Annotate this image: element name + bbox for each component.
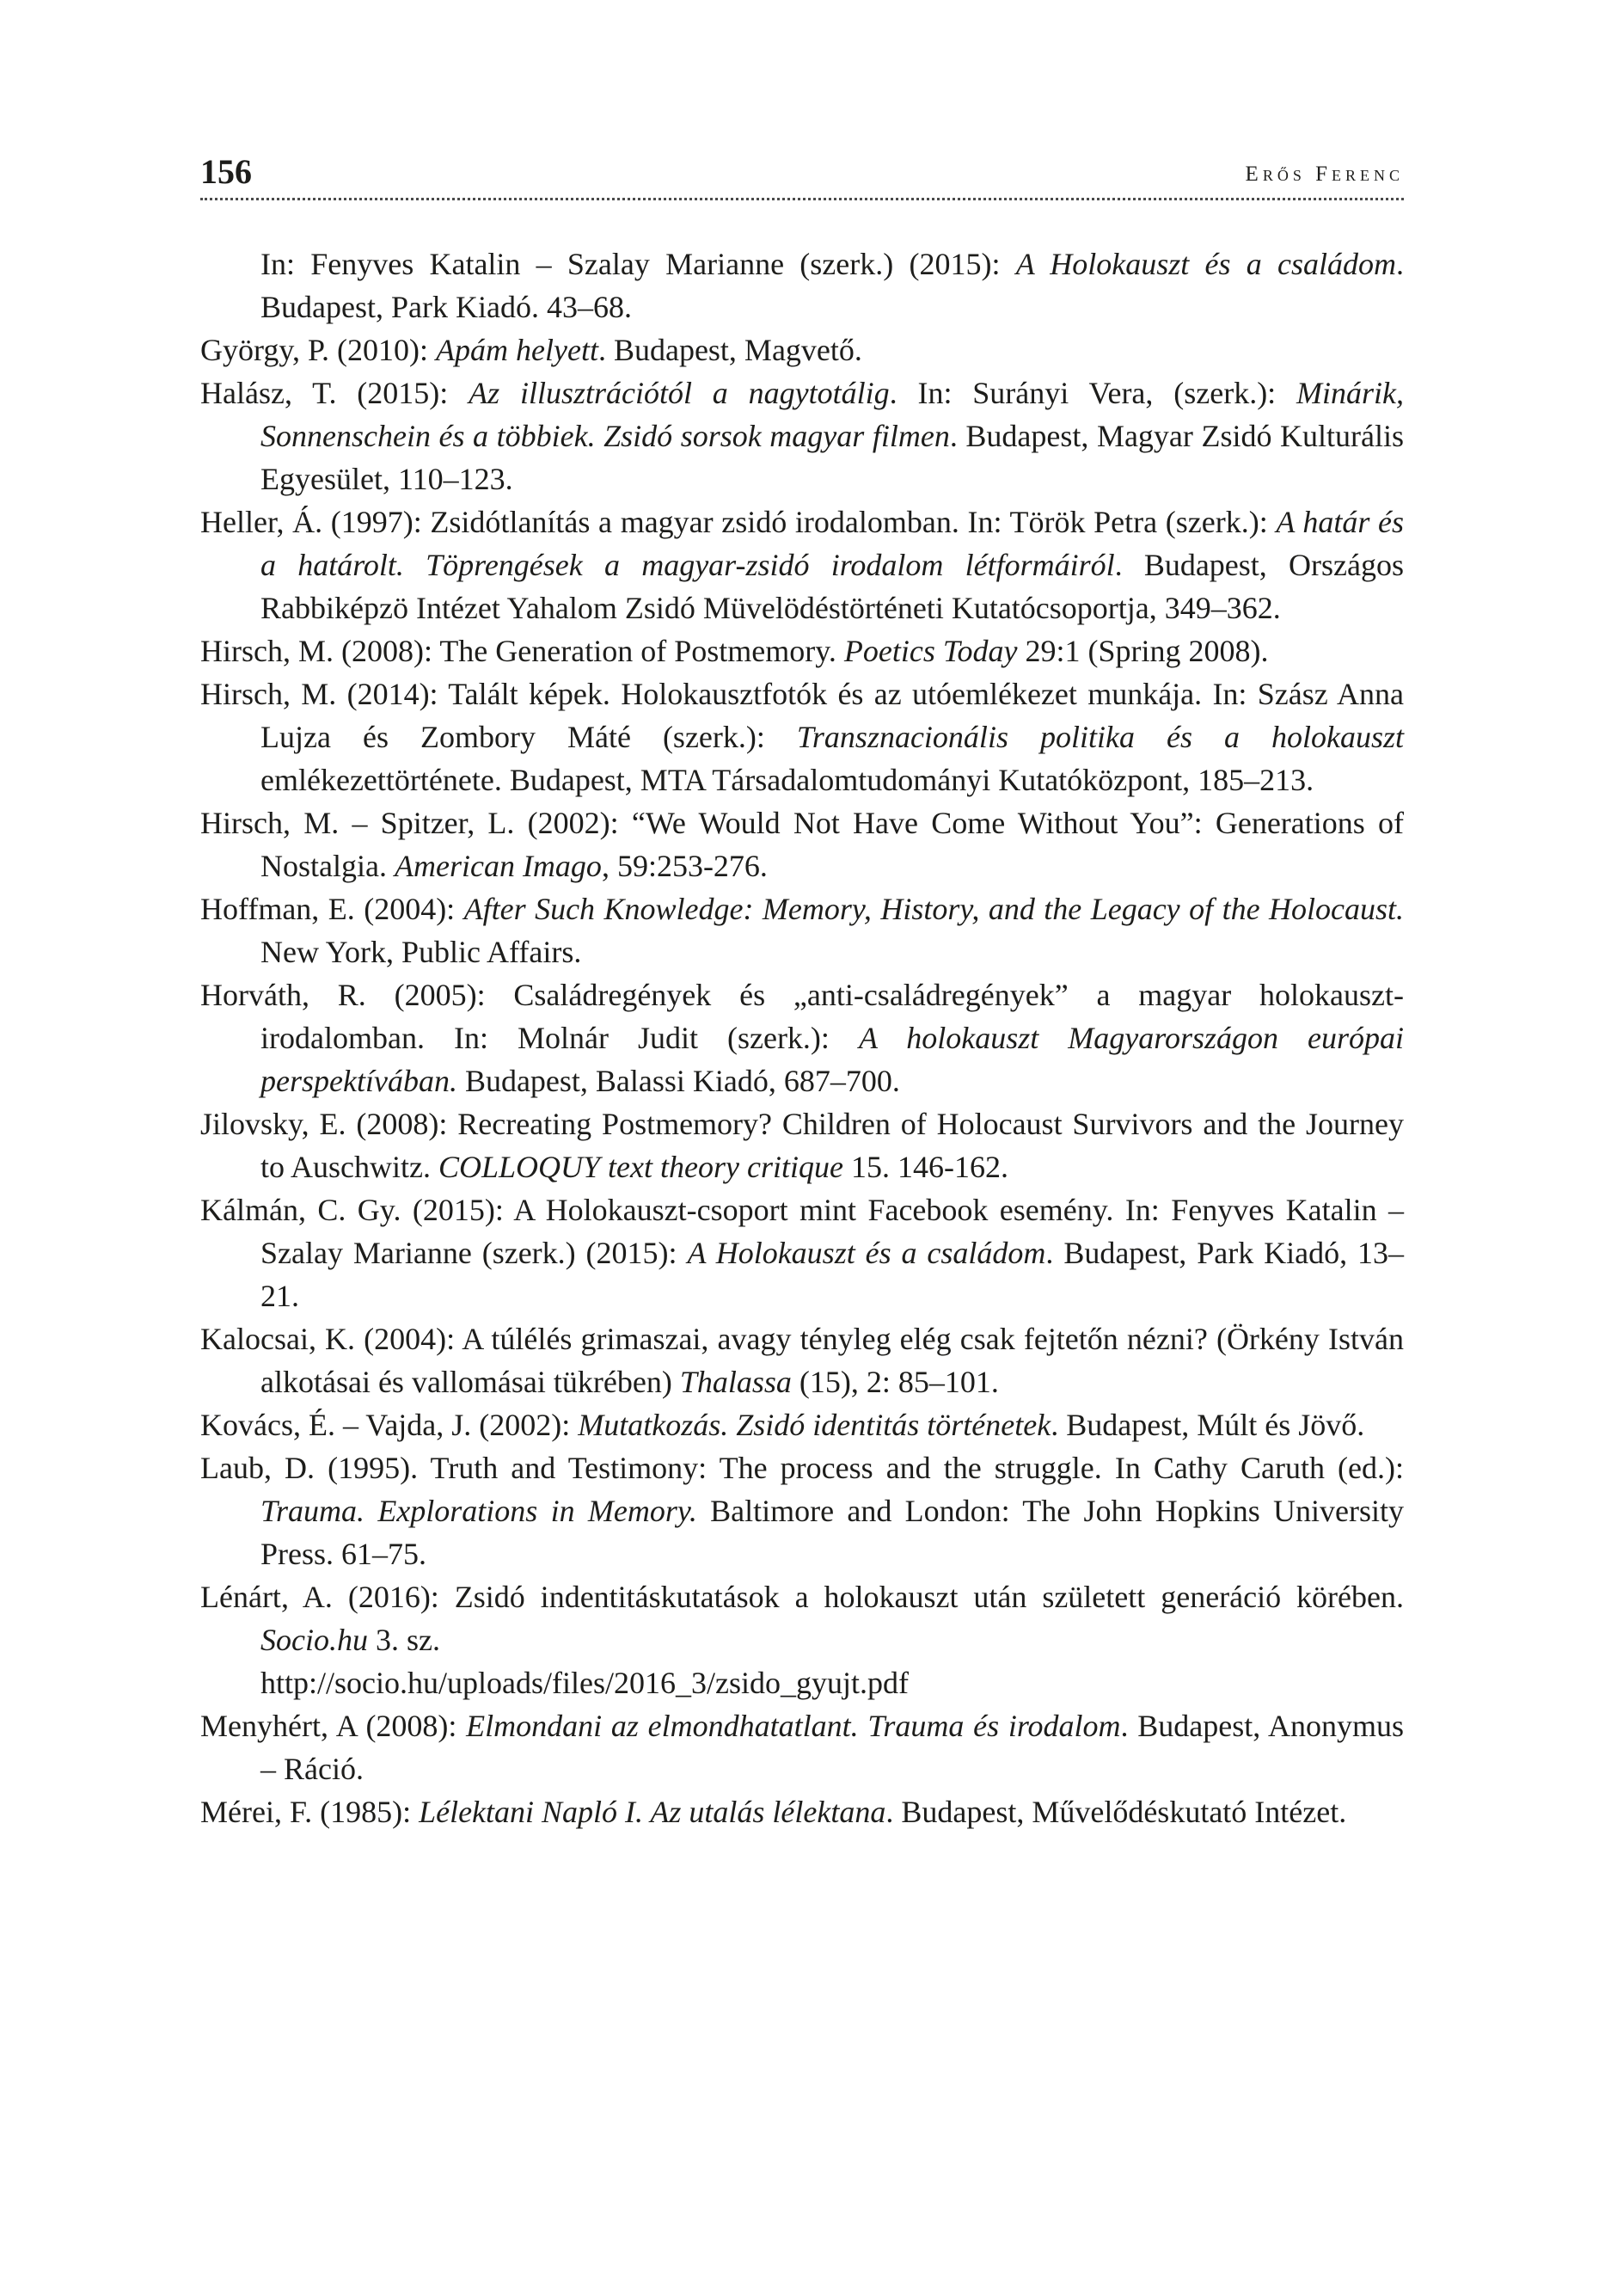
reference-text: Kálmán, C. Gy. (2015): A Holokauszt-csoport mint Facebook esemény. In: Fenyves Katalin – Szalay Marianne (szerk.) (2015): [200, 1193, 1404, 1270]
reference-title-italic: A Holokauszt és a családom [1015, 247, 1396, 281]
reference-text: . Budapest, Park Kiadó, 13–21. [260, 1236, 1404, 1313]
reference-title-italic: Socio.hu [260, 1623, 368, 1657]
reference-text: 15. 146-162. [842, 1150, 1008, 1184]
reference-text: http://socio.hu/uploads/files/2016_3/zsido_gyujt.pdf [260, 1666, 909, 1700]
reference-text: Heller, Á. (1997): Zsidótlanítás a magyar zsidó irodalomban. In: Török Petra (szerk.): [200, 505, 1277, 539]
reference-text: In: Fenyves Katalin – Szalay Marianne (szerk.) (2015): [260, 247, 1016, 281]
reference-entry [200, 500, 1404, 629]
reference-title-italic: After Such Knowledge: Memory, History, and the Legacy of the Holocaust. [463, 892, 1404, 926]
reference-text: . Budapest, Anonymus – Ráció. [260, 1709, 1404, 1786]
reference-text: Laub, D. (1995). Truth and Testimony: The process and the struggle. In Cathy Caruth (ed.): [200, 1451, 1404, 1485]
reference-entry [200, 1317, 1404, 1403]
reference-text: Mérei, F. (1985): [200, 1795, 420, 1829]
reference-entry [200, 1575, 1404, 1661]
reference-text: Baltimore and London: The John Hopkins University Press. 61–75. [260, 1494, 1404, 1571]
reference-text: , 59:253-276. [601, 849, 768, 883]
reference-text: Jilovsky, E. (2008): Recreating Postmemory? Children of Holocaust Survivors and the Journey to Auschwitz. [200, 1107, 1404, 1184]
reference-entry [200, 1188, 1404, 1317]
reference-text: . In: Surányi Vera, (szerk.): [889, 376, 1297, 410]
reference-entry [200, 371, 1404, 500]
reference-text: . Budapest, Magvető. [597, 333, 862, 367]
reference-title-italic: A Holokauszt és a családom [687, 1236, 1046, 1270]
reference-text: . Budapest, Országos Rabbiképzö Intézet Yahalom Zsidó Müvelödéstörténeti Kutatócsoportja, 349–362. [260, 548, 1404, 625]
reference-title-italic: Apám helyett [436, 333, 598, 367]
reference-text: György, P. (2010): [200, 333, 437, 367]
running-head: Erős Ferenc [1245, 163, 1404, 186]
page-header [200, 146, 1404, 198]
reference-entry [200, 1403, 1404, 1446]
reference-text: emlékezettörténete. Budapest, MTA Társadalomtudományi Kutatóközpont, 185–213. [260, 763, 1314, 797]
reference-text: . Budapest, Művelődéskutató Intézet. [885, 1795, 1347, 1829]
reference-continuation [200, 242, 1404, 328]
reference-text: Kovács, É. – Vajda, J. (2002): [200, 1408, 579, 1442]
reference-text: Menyhért, A (2008): [200, 1709, 467, 1743]
reference-title-italic: A holokauszt Magyarországon európai perspektívában. [260, 1021, 1404, 1098]
reference-text: Halász, T. (2015): [200, 376, 469, 410]
reference-text: 29:1 (Spring 2008). [1017, 634, 1269, 668]
reference-title-italic: Thalassa [679, 1365, 792, 1399]
reference-title-italic: Transznacionális politika és a holokauszt [796, 720, 1404, 754]
page-number: 156 [200, 152, 252, 191]
reference-text: 3. sz. [367, 1623, 440, 1657]
reference-text: Lénárt, A. (2016): Zsidó indentitáskutatások a holokauszt után született generáció körében. [200, 1580, 1404, 1614]
reference-text: Horváth, R. (2005): Családregények és „anti-családregények” a magyar holokauszt-irodalomban. In: Molnár Judit (szerk.): [200, 978, 1404, 1055]
reference-text: Hirsch, M. (2008): The Generation of Postmemory. [200, 634, 844, 668]
reference-title-italic: Poetics Today [843, 634, 1018, 668]
reference-entry [200, 1704, 1404, 1790]
header-divider [200, 198, 1404, 200]
reference-continuation [200, 1661, 1404, 1704]
reference-text: Hirsch, M. (2014): Talált képek. Holokausztfotók és az utóemlékezet munkája. In: Szász Anna Lujza és Zombory Máté (szerk.): [200, 677, 1404, 754]
reference-text: (15), 2: 85–101. [791, 1365, 999, 1399]
reference-title-italic: Az illusztrációtól a nagytotálig [469, 376, 890, 410]
reference-title-italic: American Imago [394, 849, 602, 883]
reference-entry [200, 973, 1404, 1102]
reference-text: New York, Public Affairs. [260, 935, 582, 969]
reference-entry [200, 1446, 1404, 1575]
reference-title-italic: Lélektani Napló I. Az utalás lélektana [419, 1795, 886, 1829]
reference-entry [200, 1102, 1404, 1188]
reference-entry [200, 672, 1404, 801]
reference-list [200, 242, 1404, 1833]
reference-text: Budapest, Balassi Kiadó, 687–700. [456, 1064, 900, 1098]
reference-entry [200, 629, 1404, 672]
reference-text: . Budapest, Múlt és Jövő. [1051, 1408, 1365, 1442]
reference-title-italic: Mutatkozás. Zsidó identitás történetek [578, 1408, 1051, 1442]
reference-text: Hirsch, M. – Spitzer, L. (2002): “We Would Not Have Come Without You”: Generations of Nostalgia. [200, 806, 1404, 883]
reference-title-italic: Elmondani az elmondhatatlant. Trauma és irodalom [466, 1709, 1121, 1743]
reference-text: . Budapest, Magyar Zsidó Kulturális Egyesület, 110–123. [260, 419, 1405, 496]
reference-text: . Budapest, Park Kiadó. 43–68. [260, 247, 1404, 324]
reference-text: Hoffman, E. (2004): [200, 892, 464, 926]
reference-title-italic: A határ és a határolt. Töprengések a magyar-zsidó irodalom létformáiról [260, 505, 1405, 582]
reference-title-italic: COLLOQUY text theory critique [438, 1150, 843, 1184]
reference-entry [200, 1790, 1404, 1833]
reference-title-italic: Trauma. Explorations in Memory. [260, 1494, 697, 1528]
reference-entry [200, 801, 1404, 887]
reference-title-italic: Minárik, Sonnenschein és a többiek. Zsidó sorsok magyar filmen [260, 376, 1405, 453]
reference-entry [200, 887, 1404, 973]
reference-text: Kalocsai, K. (2004): A túlélés grimaszai, avagy tényleg elég csak fejtetőn nézni? (Örkény István alkotásai és vallomásai tükrében) [200, 1322, 1404, 1399]
reference-entry [200, 328, 1404, 371]
